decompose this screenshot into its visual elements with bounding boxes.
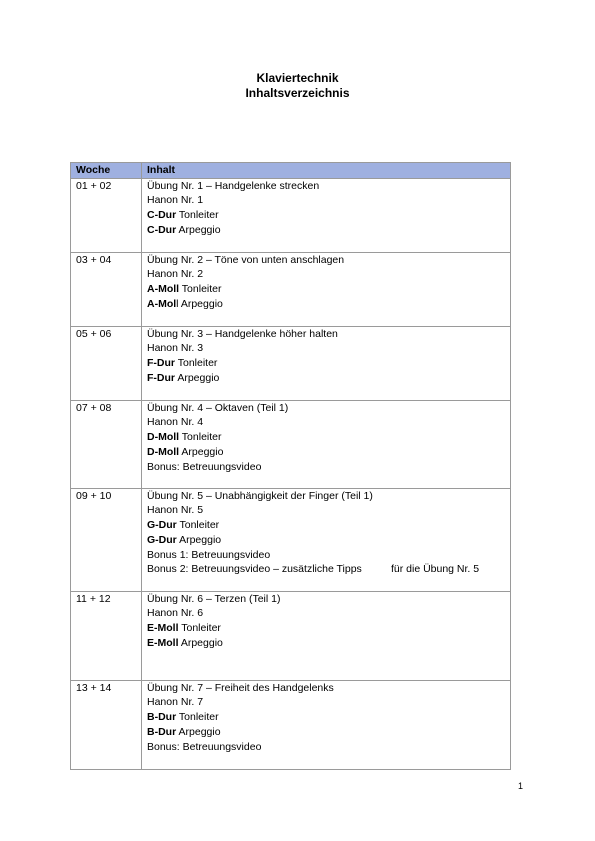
line-text: Übung Nr. 3 – Handgelenke höher halten [147, 327, 338, 340]
content-line [147, 267, 505, 282]
content-line [147, 592, 505, 607]
key-label: A-Mol [147, 297, 177, 310]
table-row [71, 178, 511, 252]
line-text: Tonleiter [175, 357, 218, 370]
content-line [147, 503, 505, 518]
content-cell [142, 400, 511, 488]
table-header-row [71, 163, 511, 179]
content-line [147, 740, 505, 755]
line-text: Tonleiter [179, 283, 222, 296]
key-label: B-Dur [147, 725, 177, 738]
line-text: Hanon Nr. 5 [147, 504, 204, 517]
content-line [147, 710, 505, 725]
content-line [147, 460, 505, 475]
key-label: B-Dur [147, 711, 177, 724]
line-text: Übung Nr. 7 – Freiheit des Handgelenks [147, 681, 334, 694]
line-text: Bonus: Betreuungsvideo [147, 740, 262, 753]
key-label: A-Moll [147, 283, 180, 296]
line-text: Hanon Nr. 7 [147, 696, 204, 709]
content-line [147, 193, 505, 208]
content-line [147, 725, 505, 740]
line-text: Hanon Nr. 3 [147, 342, 204, 355]
table-row [71, 400, 511, 488]
line-text: Übung Nr. 4 – Oktaven (Teil 1) [147, 401, 289, 414]
content-line [147, 297, 505, 312]
content-line [147, 533, 505, 548]
week-cell: 01 + 02 [71, 178, 142, 252]
content-line [147, 548, 505, 563]
line-text: Arpeggio [179, 445, 224, 458]
content-cell [142, 326, 511, 400]
line-text: Tonleiter [179, 431, 222, 444]
line-text: Arpeggio [176, 725, 221, 738]
content-line [147, 282, 505, 297]
week-cell: 05 + 06 [71, 326, 142, 400]
content-line [147, 179, 505, 194]
key-label: D-Moll [147, 445, 180, 458]
key-label: G-Dur [147, 533, 177, 546]
content-line [147, 606, 505, 621]
key-label: C-Dur [147, 223, 177, 236]
content-line [147, 208, 505, 223]
content-cell [142, 591, 511, 680]
key-label: E-Moll [147, 622, 179, 635]
week-cell: 11 + 12 [71, 591, 142, 680]
key-label: F-Dur [147, 371, 175, 384]
week-cell: 07 + 08 [71, 400, 142, 488]
line-text: Bonus 1: Betreuungsvideo [147, 548, 271, 561]
document-title [0, 71, 595, 101]
content-cell [142, 680, 511, 769]
line-text: Arpeggio [176, 533, 222, 546]
table-row [71, 591, 511, 680]
line-text: Hanon Nr. 2 [147, 268, 204, 281]
line-text: Tonleiter [176, 209, 219, 222]
content-line [147, 621, 505, 636]
table-row [71, 680, 511, 769]
key-label: C-Dur [147, 209, 177, 222]
week-cell: 03 + 04 [71, 252, 142, 326]
line-text: Hanon Nr. 1 [147, 194, 204, 207]
subtitle-line: Inhaltsverzeichnis [245, 86, 350, 100]
line-text: Arpeggio [175, 371, 220, 384]
line-text: Bonus: Betreuungsvideo [147, 460, 262, 473]
table-row [71, 326, 511, 400]
title-line: Klaviertechnik [256, 71, 339, 85]
table-body [71, 178, 511, 769]
content-line [147, 430, 505, 445]
content-line [147, 341, 505, 356]
content-line [147, 223, 505, 238]
content-line [147, 562, 505, 577]
line-text: Hanon Nr. 6 [147, 607, 204, 620]
content-line [147, 401, 505, 416]
content-line [147, 327, 505, 342]
content-line [147, 636, 505, 651]
content-line [147, 518, 505, 533]
table-row [71, 488, 511, 591]
content-line [147, 681, 505, 696]
line-text: Übung Nr. 5 – Unabhängigkeit der Finger (Teil 1) [147, 489, 373, 502]
content-line [147, 445, 505, 460]
page-number: 1 [518, 781, 524, 791]
content-cell [142, 252, 511, 326]
week-cell: 09 + 10 [71, 488, 142, 591]
key-label: E-Moll [147, 636, 179, 649]
line-text: Übung Nr. 6 – Terzen (Teil 1) [147, 592, 281, 605]
key-label: D-Moll [147, 431, 180, 444]
line-text: Tonleiter [178, 622, 221, 635]
week-cell: 13 + 14 [71, 680, 142, 769]
content-line [147, 356, 505, 371]
line-text: Arpeggio [176, 223, 221, 236]
content-line [147, 695, 505, 710]
content-line [147, 371, 505, 386]
content-line [147, 415, 505, 430]
line-text: Übung Nr. 1 – Handgelenke strecken [147, 179, 320, 192]
line-text: Übung Nr. 2 – Töne von unten anschlagen [147, 253, 345, 266]
content-cell [142, 488, 511, 591]
line-text: Hanon Nr. 4 [147, 416, 204, 429]
content-cell [142, 178, 511, 252]
table-row [71, 252, 511, 326]
column-header-content: Inhalt [142, 163, 511, 179]
content-line [147, 253, 505, 268]
line-text: Tonleiter [176, 711, 219, 724]
line-text: Bonus 2: Betreuungsvideo – zusätzliche Tipps für die Übung Nr. 5 [147, 563, 480, 576]
line-text: l Arpeggio [176, 297, 223, 310]
column-header-week: Woche [71, 163, 142, 179]
content-line [147, 489, 505, 504]
line-text: Tonleiter [176, 519, 220, 532]
line-text: Arpeggio [178, 636, 223, 649]
key-label: F-Dur [147, 357, 175, 370]
key-label: G-Dur [147, 519, 177, 532]
contents-table [70, 162, 511, 770]
